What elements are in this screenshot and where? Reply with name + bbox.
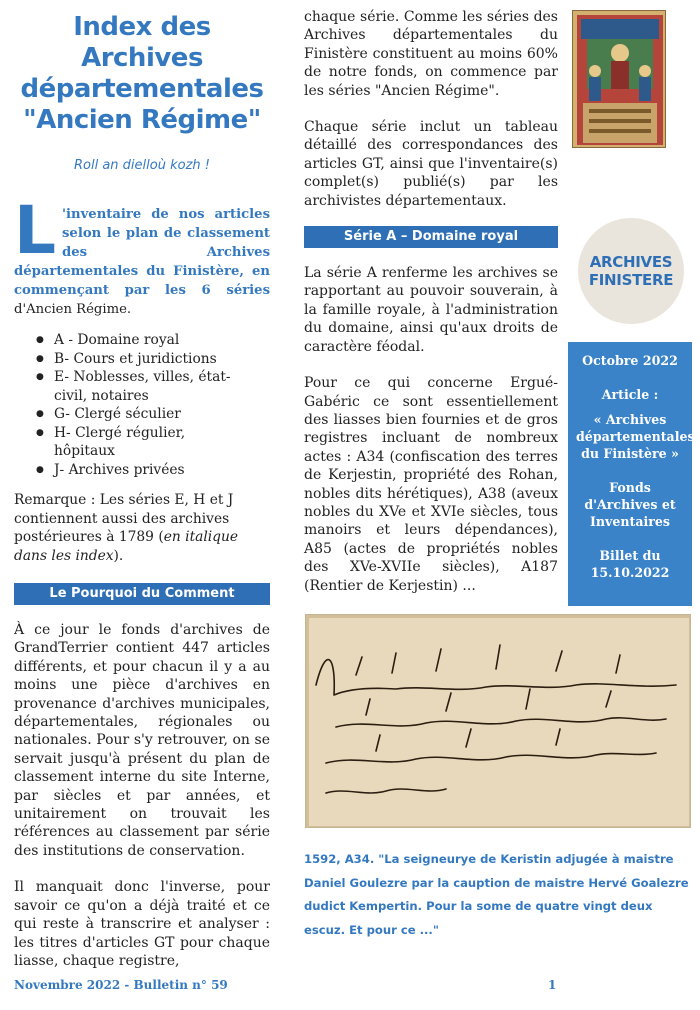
remark-italic: en italique dans les index	[14, 529, 239, 564]
series-list	[14, 331, 270, 479]
footer-bulletin: Novembre 2022 - Bulletin n° 59	[14, 978, 228, 992]
right-column	[568, 10, 694, 606]
title-line-1: Index des Archives	[73, 12, 211, 73]
list-item: ● H- Clergé régulier, hôpitaux	[36, 424, 248, 461]
info-category: Fonds d'Archives et Inventaires	[584, 480, 676, 529]
list-item: ● E- Noblesses, villes, état-civil, notaires	[36, 368, 248, 405]
archives-finistere-logo	[578, 218, 684, 324]
manuscript-image	[305, 614, 691, 828]
section-pourquoi-body	[14, 621, 270, 970]
info-date: Octobre 2022	[582, 353, 678, 368]
paragraph: Chaque série inclut un tableau détaillé des correspondances des articles GT, ainsi que l'inventaire(s) complet(s) publié(s) par les archivistes départementaux.	[304, 119, 558, 209]
title-line-3: "Ancien Régime"	[23, 105, 261, 135]
paragraph: Pour ce qui concerne Ergué-Gabéric ce sont essentiellement des liasses bien fournies et de gros registres incluant de nombreux actes : A34 (confiscation des terres de Kerjestin, propriété des Rohan, nobles dits hérétiques), A38 (aveux nobles du XVe et XVIe siècles, tous manoirs et leurs dépendances), A85 (actes de propriétés nobles des XVe-XVIIe siècles), A187 (Rentier de Kerjestin) ...	[304, 375, 558, 594]
middle-column	[304, 8, 558, 595]
paragraph: chaque série. Comme les séries des Archives départementales du Finistère constituent au moins 60% de notre fonds, on commence par les séries "Ancien Régime".	[304, 9, 558, 99]
info-billet: Billet du 15.10.2022	[590, 548, 670, 580]
tagline: Roll an dielloù kozh !	[74, 158, 210, 173]
list-item: ● J- Archives privées	[36, 461, 248, 480]
paragraph: La série A renferme les archives se rapportant au pouvoir souverain, à la famille royale, à l'administration du domaine, ainsi qu'aux droits de caractère féodal.	[304, 265, 558, 355]
logo-line-2: FINISTERE	[588, 271, 674, 289]
medieval-illumination-image	[572, 10, 666, 148]
info-article-label: Article :	[601, 387, 659, 402]
left-column	[14, 12, 270, 970]
title-line-2: départementales	[20, 74, 264, 104]
intro-bold-text: 'inventaire de nos articles selon le plan de classement des Archives départementales du Finistère, en commençant par les 6 séries	[14, 207, 270, 298]
paragraph: Il manquait donc l'inverse, pour savoir ce qu'on a déjà traité et ce qui reste à transcrire et analyser : les titres d'articles GT pour chaque liasse, chaque registre,	[14, 879, 270, 969]
handwriting-icon	[306, 615, 691, 828]
remark-text: Remarque : Les séries E, H et J contiennent aussi des archives postérieures à 1789 (	[14, 492, 234, 545]
section-serie-a-body	[304, 264, 558, 595]
section-heading-serie-a: Série A – Domaine royal	[304, 226, 558, 248]
list-item: ● B- Cours et juridictions	[36, 350, 248, 369]
article-info-box	[568, 342, 695, 606]
page-number: 1	[548, 978, 557, 992]
manuscript-caption: 1592, A34. "La seigneurye de Keristin adjugée à maistre Daniel Goulezre par la cauption de maistre Hervé Goalezre dudict Kempertin. Pour la some de quatre vingt deux escuz. Et pour ce ..."	[304, 852, 689, 937]
info-article-title: « Archives départementales du Finistère »	[576, 412, 695, 461]
drop-cap: L	[14, 192, 57, 269]
illumination-icon	[573, 11, 666, 148]
section-heading-pourquoi: Le Pourquoi du Comment	[14, 583, 270, 605]
intro-paragraph	[14, 192, 270, 319]
paragraph: À ce jour le fonds d'archives de GrandTerrier contient 447 articles différents, et pour chacun il y a au moins une pièce d'archives en provenance d'archives municipales, départementales, régionales ou nationales. Pour s'y retrouver, on se servait jusqu'à présent du plan de classement interne du site Interne, par siècles et par années, et unitairement on trouvait les références au classement par série des institutions de conservation.	[14, 622, 270, 859]
remark-end: ).	[113, 547, 124, 564]
remark-paragraph	[14, 491, 270, 565]
intro-rest-text: d'Ancien Régime.	[14, 302, 132, 317]
page-title	[14, 12, 270, 136]
logo-line-1: ARCHIVES	[589, 253, 673, 271]
list-item: ● G- Clergé séculier	[36, 405, 248, 424]
list-item: ● A - Domaine royal	[36, 331, 248, 350]
